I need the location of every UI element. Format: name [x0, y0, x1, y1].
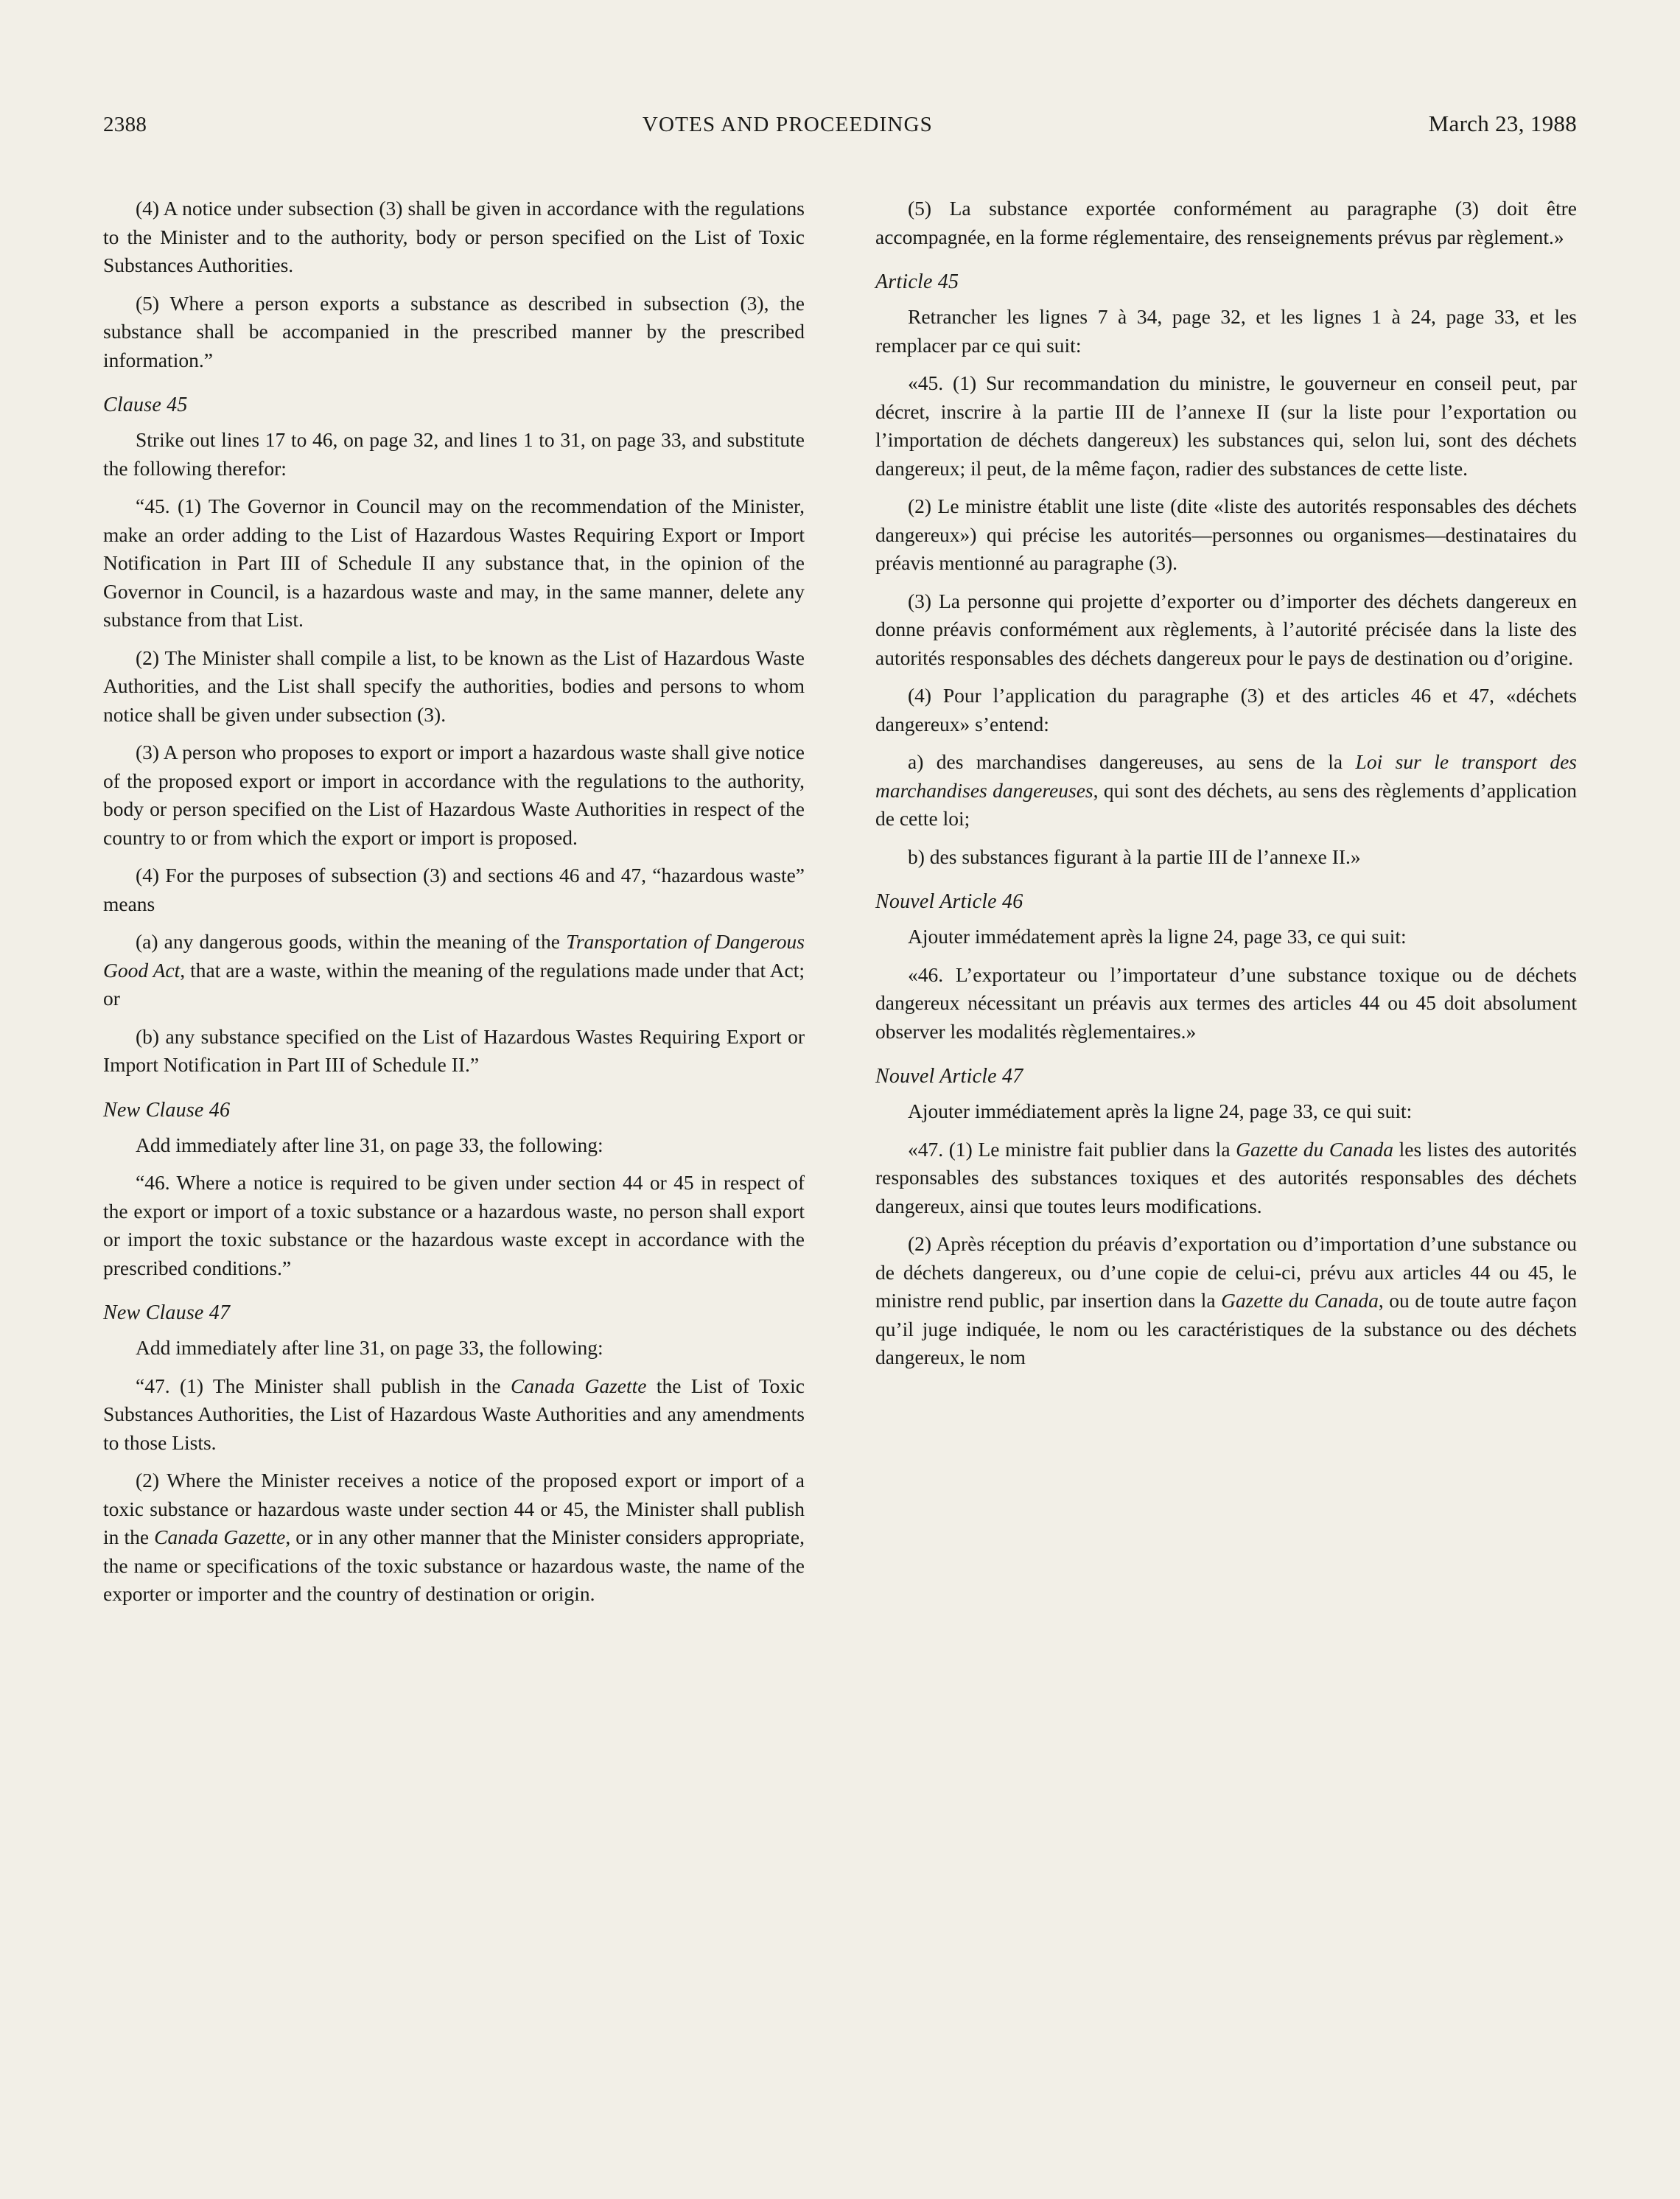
paragraph-italic: Gazette du Canada: [1236, 1137, 1394, 1161]
list-item-text: (a) any dangerous goods, within the meaning of the: [136, 930, 567, 953]
paragraph: [103, 1466, 805, 1609]
paragraph: [875, 1136, 1577, 1221]
page-number: 2388: [103, 113, 147, 136]
paragraph-tail: , ou de toute autre façon qu’il juge indiquée, le nom ou les caractéristiques de la substance ou des déchets dangereux, le nom: [875, 1289, 1577, 1368]
paragraph: (5) La substance exportée conformément au paragraphe (3) doit être accompagnée, en la forme réglementaire, des renseignements prévus par règlement.»: [875, 197, 1577, 248]
article-heading-45: Article 45: [875, 270, 959, 293]
paragraph-text: (2) Après réception du préavis d’exportation ou d’importation d’une substance ou de déchets dangereux, ou d’une copie de celui-ci, prévu aux articles 44 ou 45, le ministre rend public, par insertion dans la: [875, 1232, 1577, 1312]
paragraph: (4) For the purposes of subsection (3) and sections 46 and 47, “hazardous waste” means: [103, 864, 805, 915]
page-content: [103, 111, 1577, 2100]
paragraph: (3) La personne qui projette d’exporter ou d’importer des déchets dangereux en donne préavis conformément aux règlements, à l’autorité précisée dans la liste des autorités responsables des déchets dangereux pour le pays de destination ou d’origine.: [875, 589, 1577, 669]
paragraph-tail: les listes des autorités responsables des substances toxiques et des autorités responsables des déchets dangereux, ainsi que toutes leurs modifications.: [875, 1137, 1577, 1217]
paragraph: (5) Where a person exports a substance as described in subsection (3), the substance shall be accompanied in the prescribed manner by the prescribed information.”: [103, 291, 805, 371]
paragraph-text: «47. (1) Le ministre fait publier dans la: [908, 1137, 1236, 1161]
paragraph-text: (2) Where the Minister receives a notice of the proposed export or import of a toxic substance or hazardous waste under section 44 or 45, the Minister shall publish in the: [103, 1469, 805, 1548]
list-item: [875, 843, 1577, 872]
two-column-body: [103, 195, 1577, 1618]
paragraph: Retrancher les lignes 7 à 34, page 32, et les lignes 1 à 24, page 33, et les remplacer par ce qui suit:: [875, 305, 1577, 357]
paragraph: Add immediately after line 31, on page 33, the following:: [136, 1133, 603, 1156]
paragraph: «45. (1) Sur recommandation du ministre, le gouverneur en conseil peut, par décret, inscrire à la partie III de l’annexe II (sur la liste pour l’exportation ou l’importation de déchets dangereux) les substances qui, selon lui, sont des déchets dangereux; il peut, de la même façon, radier des substances de cette liste.: [875, 371, 1577, 480]
list-item-tail: , qui sont des déchets, au sens des règlements d’application de cette loi;: [875, 778, 1577, 830]
list-item: [875, 748, 1577, 833]
clause-heading-45: Clause 45: [103, 394, 188, 416]
document-title: VOTES AND PROCEEDINGS: [642, 113, 933, 136]
document-date: March 23, 1988: [1428, 111, 1577, 136]
paragraph: “45. (1) The Governor in Council may on the recommendation of the Minister, make an order adding to the List of Hazardous Wastes Requiring Export or Import Notification in Part III of Schedule II any substance that, in the opinion of the Governor in Council, is a hazardous waste and may, in the same manner, delete any substance from that List.: [103, 494, 805, 631]
list-item-tail: , that are a waste, within the meaning of the regulations made under that Act; or: [103, 958, 805, 1010]
paragraph: (2) The Minister shall compile a list, to be known as the List of Hazardous Waste Authorities, and the List shall specify the authorities, bodies and persons to whom notice shall be given under subsection (3).: [103, 646, 805, 726]
paragraph: Ajouter immédiatement après la ligne 24, page 33, ce qui suit:: [908, 1100, 1413, 1122]
paragraph: «46. L’exportateur ou l’importateur d’une substance toxique ou de déchets dangereux nécessitant un préavis aux termes des articles 44 ou 45 doit absolument observer les modalités règlementaires.»: [875, 962, 1577, 1043]
list-item-italic: Transportation of Dangerous Good Act: [103, 930, 805, 982]
article-heading-47: Nouvel Article 47: [875, 1065, 1023, 1088]
paragraph-italic: Gazette du Canada: [1221, 1289, 1379, 1312]
paragraph: [875, 1230, 1577, 1372]
paragraph: [103, 1372, 805, 1458]
paragraph: Ajouter immédatement après la ligne 24, page 33, ce qui suit:: [908, 925, 1407, 948]
paragraph: (3) A person who proposes to export or import a hazardous waste shall give notice of the proposed export or import in accordance with the regulations to the authority, body or person specified on the List of Hazardous Waste Authorities in respect of the country to or from which the export or import is proposed.: [103, 741, 805, 849]
paragraph-italic: Canada Gazette: [511, 1374, 647, 1397]
paragraph: Add immediately after line 31, on page 33, the following:: [136, 1336, 603, 1359]
paragraph-italic: Canada Gazette: [154, 1525, 286, 1548]
list-item-text: (b) any substance specified on the List of Hazardous Wastes Requiring Export or Import Notification in Part III of Schedule II.”: [103, 1024, 805, 1076]
paragraph: (4) A notice under subsection (3) shall be given in accordance with the regulations to the Minister and to the authority, body or person specified on the List of Toxic Substances Authorities.: [103, 197, 805, 276]
paragraph-tail: the List of Toxic Substances Authorities, the List of Hazardous Waste Authorities and any amendments to those Lists.: [103, 1374, 805, 1454]
paragraph-tail: , or in any other manner that the Minister considers appropriate, the name or specifications of the toxic substance or hazardous waste, the name of the exporter or importer and the country of destination or origin.: [103, 1525, 805, 1605]
list-item: [103, 928, 805, 1013]
paragraph: (2) Le ministre établit une liste (dite «liste des autorités responsables des déchets dangereux») qui précise les autorités—personnes ou organismes—destinataires du préavis mentionné au paragraphe (3).: [875, 494, 1577, 574]
article-heading-46: Nouvel Article 46: [875, 890, 1023, 913]
list-item-italic: Loi sur le transport des marchandises dangereuses: [875, 750, 1577, 802]
list-item-text: a) des marchandises dangereuses, au sens de la: [908, 750, 1356, 773]
clause-heading-47: New Clause 47: [103, 1301, 231, 1324]
french-column: [875, 195, 1577, 1618]
clause-heading-46: New Clause 46: [103, 1098, 231, 1122]
english-column: [103, 195, 805, 1618]
paragraph-text: “47. (1) The Minister shall publish in the: [136, 1374, 511, 1397]
running-head: [103, 111, 1577, 137]
list-item-text: b) des substances figurant à la partie III de l’annexe II.»: [908, 845, 1361, 868]
paragraph: “46. Where a notice is required to be given under section 44 or 45 in respect of the export or import of a toxic substance or a hazardous waste, no person shall export or import the toxic substance or the hazardous waste except in accordance with the prescribed conditions.”: [103, 1171, 805, 1279]
paragraph: Strike out lines 17 to 46, on page 32, and lines 1 to 31, on page 33, and substitute the following therefor:: [103, 428, 805, 480]
paragraph: (4) Pour l’application du paragraphe (3) et des articles 46 et 47, «déchets dangereux» s’entend:: [875, 684, 1577, 735]
list-item: [103, 1023, 805, 1080]
